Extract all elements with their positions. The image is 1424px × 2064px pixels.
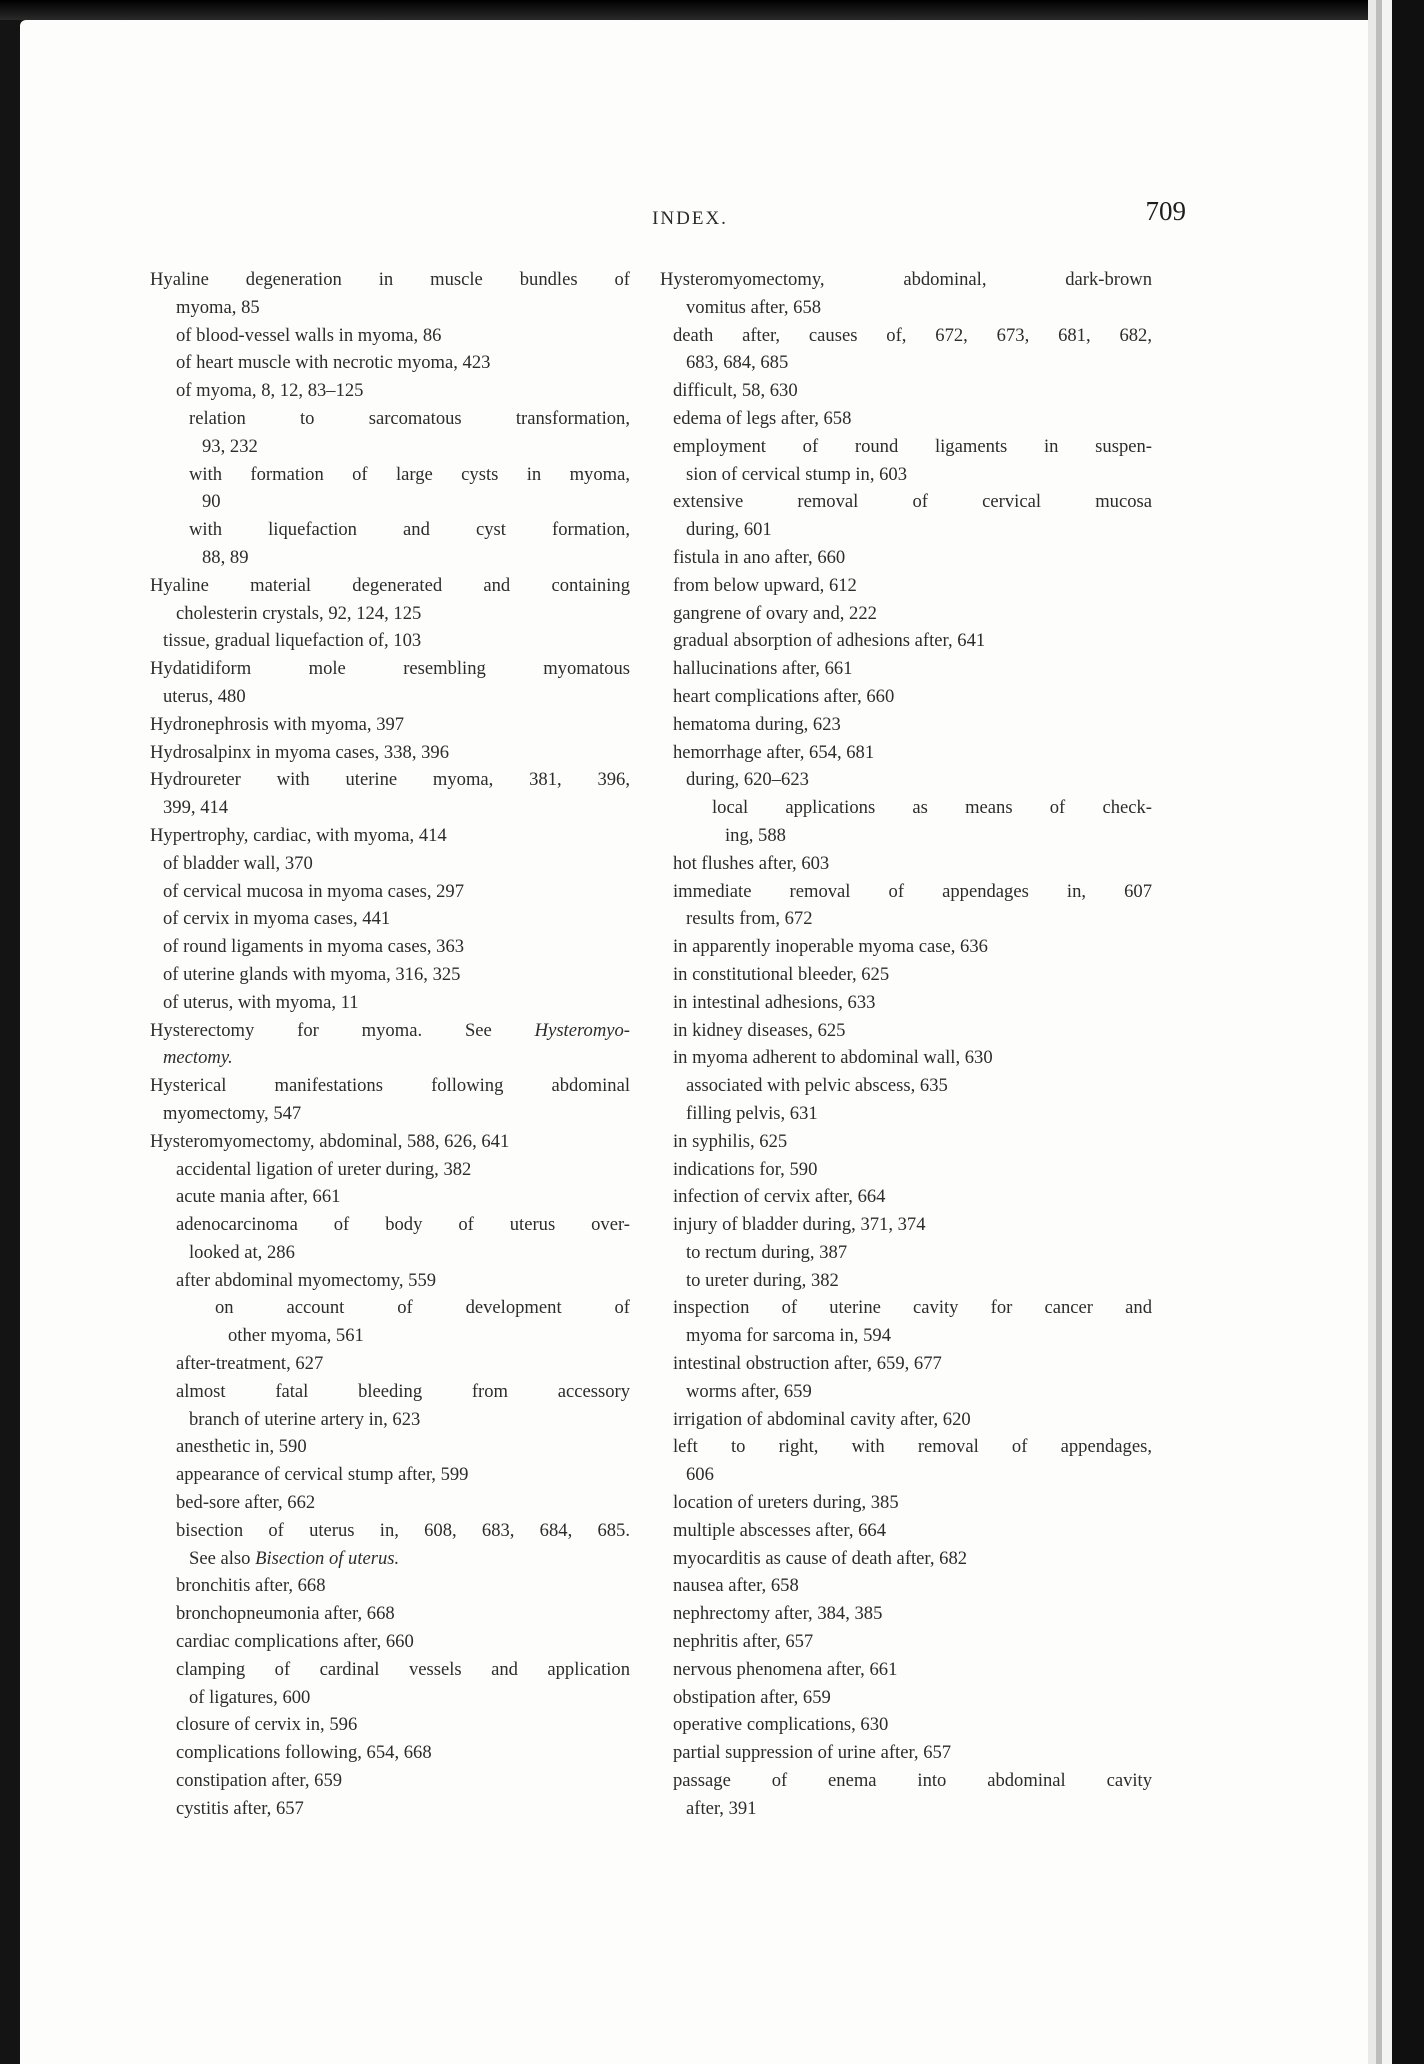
index-entry: [150, 1517, 630, 1545]
index-entry-text: edema of legs after, 658: [673, 407, 852, 429]
index-entry: [660, 600, 1152, 628]
index-entry: [660, 1183, 1152, 1211]
index-entry: [660, 322, 1152, 350]
index-entry-text: branch of uterine artery in, 623: [189, 1408, 421, 1430]
index-entry: [660, 822, 1152, 850]
index-entry-text: gangrene of ovary and, 222: [673, 602, 877, 624]
index-entry: [150, 1239, 630, 1267]
index-entry-text: partial suppression of urine after, 657: [673, 1742, 952, 1764]
index-entry: [150, 266, 630, 294]
index-entry-text: from below upward, 612: [673, 574, 857, 596]
index-entry: [150, 627, 630, 655]
index-entry: [150, 1322, 630, 1350]
index-entry: [660, 1795, 1152, 1823]
index-entry-text: of uterus, with myoma, 11: [163, 991, 359, 1013]
index-entry: [660, 1322, 1152, 1350]
index-entry: [660, 1572, 1152, 1600]
index-entry: [150, 1378, 630, 1406]
index-entry-text: gradual absorption of adhesions after, 641: [673, 630, 986, 652]
index-entry-text: bed-sore after, 662: [176, 1492, 316, 1514]
index-entry: [150, 794, 630, 822]
index-entry: [660, 766, 1152, 794]
index-entry: [660, 572, 1152, 600]
index-entry: [150, 655, 630, 683]
index-entry: [150, 739, 630, 767]
index-entry-text: other myoma, 561: [228, 1325, 364, 1347]
index-entry: [150, 600, 630, 628]
index-entry: [150, 822, 630, 850]
index-entry-text: bronchitis after, 668: [176, 1575, 326, 1597]
index-entry: [150, 1684, 630, 1712]
index-entry: [660, 1350, 1152, 1378]
index-entry: [150, 1628, 630, 1656]
index-entry-text: 88, 89: [202, 546, 249, 568]
index-entry-text: anesthetic in, 590: [176, 1436, 307, 1458]
index-entry: [660, 989, 1152, 1017]
index-entry: [150, 1739, 630, 1767]
index-entry: [150, 322, 630, 350]
index-entry: [660, 1684, 1152, 1712]
page-number: 709: [1145, 196, 1186, 226]
index-entry-text: looked at, 286: [189, 1241, 295, 1263]
index-entry: [660, 266, 1152, 294]
index-entry: [150, 1795, 630, 1823]
index-entry: [150, 1600, 630, 1628]
index-entry-text: Hysteromyomectomy, abdominal, dark-brown: [660, 269, 1152, 290]
index-entry-text: of uterine glands with myoma, 316, 325: [163, 963, 461, 985]
index-entry-text: nausea after, 658: [673, 1575, 799, 1597]
index-entry: [660, 1711, 1152, 1739]
index-entry-text: with liquefaction and cyst formation,: [189, 519, 630, 541]
index-entry-text: closure of cervix in, 596: [176, 1714, 358, 1736]
index-entry: [150, 933, 630, 961]
index-entry: [660, 1072, 1152, 1100]
index-entry-text: after-treatment, 627: [176, 1353, 324, 1375]
index-entry-text: to rectum during, 387: [686, 1241, 848, 1263]
index-entry-text: of cervical mucosa in myoma cases, 297: [163, 880, 465, 902]
index-entry: [660, 933, 1152, 961]
index-entry: [660, 711, 1152, 739]
index-entry-text: myocarditis as cause of death after, 682: [673, 1547, 968, 1569]
index-entry-text: worms after, 659: [686, 1380, 812, 1402]
index-entry-text: acute mania after, 661: [176, 1186, 341, 1208]
index-entry-text: on account of development of: [215, 1297, 630, 1319]
index-entry-text: of heart muscle with necrotic myoma, 423: [176, 352, 491, 374]
index-entry-text: nervous phenomena after, 661: [673, 1658, 898, 1680]
index-entry-text: inspection of uterine cavity for cancer and: [673, 1297, 1152, 1319]
index-entry: [660, 461, 1152, 489]
index-entry-text: to ureter during, 382: [686, 1269, 839, 1291]
index-entry-text: of bladder wall, 370: [163, 852, 313, 874]
scan-right-border: [1392, 0, 1424, 2064]
index-entry-text: in intestinal adhesions, 633: [673, 991, 876, 1013]
index-column-left: [150, 266, 630, 1823]
index-entry: [150, 1128, 630, 1156]
index-entry-text: immediate removal of appendages in, 607: [673, 880, 1152, 902]
index-entry-text: nephrectomy after, 384, 385: [673, 1603, 883, 1625]
index-entry: [660, 1294, 1152, 1322]
index-entry-text: after abdominal myomectomy, 559: [176, 1269, 437, 1291]
index-entry-text: obstipation after, 659: [673, 1686, 831, 1708]
index-entry: [150, 1406, 630, 1434]
index-entry: [150, 766, 630, 794]
index-entry: [150, 1156, 630, 1184]
index-entry: [660, 294, 1152, 322]
index-entry-text: 606: [686, 1464, 714, 1486]
page-edge-outer: [1382, 0, 1392, 2064]
index-entry-text: 93, 232: [202, 435, 258, 457]
index-entry: [660, 739, 1152, 767]
index-entry: [150, 961, 630, 989]
index-entry: [150, 989, 630, 1017]
index-entry: [150, 850, 630, 878]
index-entry: [660, 794, 1152, 822]
index-entry: [150, 1100, 630, 1128]
index-entry: [150, 711, 630, 739]
index-entry-text: hemorrhage after, 654, 681: [673, 741, 875, 763]
index-entry-text: operative complications, 630: [673, 1714, 889, 1736]
index-entry: [660, 1517, 1152, 1545]
index-entry-text: after, 391: [686, 1797, 757, 1819]
index-entry: [150, 1350, 630, 1378]
index-entry: [660, 627, 1152, 655]
index-entry-text: left to right, with removal of appendages,: [673, 1436, 1152, 1458]
index-entry-text: multiple abscesses after, 664: [673, 1519, 887, 1541]
index-entry: [660, 405, 1152, 433]
index-entry: [150, 1767, 630, 1795]
index-entry: [660, 349, 1152, 377]
index-entry-text: associated with pelvic abscess, 635: [686, 1075, 948, 1097]
index-entry-text: Hysteromyomectomy, abdominal, 588, 626, 641: [150, 1130, 510, 1152]
index-entry-text: in myoma adherent to abdominal wall, 630: [673, 1047, 993, 1069]
index-entry-text: ing, 588: [725, 824, 786, 846]
index-entry-text: of myoma, 8, 12, 83–125: [176, 380, 364, 402]
index-entry: [660, 544, 1152, 572]
index-entry: [660, 1128, 1152, 1156]
index-entry: [150, 1267, 630, 1295]
index-entry-text: uterus, 480: [163, 685, 246, 707]
index-entry-text: of ligatures, 600: [189, 1686, 311, 1708]
index-entry: [150, 1461, 630, 1489]
index-entry: [660, 1461, 1152, 1489]
index-entry: [150, 905, 630, 933]
index-entry-text: hallucinations after, 661: [673, 658, 853, 680]
index-entry-text: in syphilis, 625: [673, 1130, 788, 1152]
index-entry: [660, 1044, 1152, 1072]
index-entry-text: Hysterectomy for myoma. See: [150, 1019, 535, 1041]
index-entry-text: difficult, 58, 630: [673, 380, 798, 402]
index-entry-text: during, 620–623: [686, 769, 809, 791]
index-entry: [660, 1239, 1152, 1267]
index-entry-text: vomitus after, 658: [686, 296, 822, 318]
index-entry: [150, 1044, 630, 1072]
index-entry-text: location of ureters during, 385: [673, 1492, 899, 1514]
index-entry: [660, 655, 1152, 683]
index-entry: [660, 850, 1152, 878]
index-entry-text: Hyaline material degenerated and containing: [150, 574, 630, 596]
index-entry-text: of round ligaments in myoma cases, 363: [163, 936, 465, 958]
index-entry: [660, 1739, 1152, 1767]
index-entry: [660, 878, 1152, 906]
index-entry-text: employment of round ligaments in suspen-: [673, 435, 1152, 457]
index-entry: [660, 1489, 1152, 1517]
index-entry-text: clamping of cardinal vessels and application: [176, 1658, 630, 1680]
index-entry-text: Hydronephrosis with myoma, 397: [150, 713, 405, 735]
index-entry-text: myomectomy, 547: [163, 1102, 302, 1124]
index-entry: [660, 1100, 1152, 1128]
index-entry-text: passage of enema into abdominal cavity: [673, 1770, 1152, 1792]
index-entry-text: bisection of uterus in, 608, 683, 684, 685.: [176, 1519, 630, 1541]
index-entry-text: accidental ligation of ureter during, 382: [176, 1158, 472, 1180]
index-entry-text: with formation of large cysts in myoma,: [189, 463, 630, 485]
index-entry-text: hematoma during, 623: [673, 713, 841, 735]
index-entry-text: appearance of cervical stump after, 599: [176, 1464, 469, 1486]
index-entry-text: Hypertrophy, cardiac, with myoma, 414: [150, 824, 447, 846]
index-entry: [150, 572, 630, 600]
index-entry-text: cystitis after, 657: [176, 1797, 304, 1819]
index-entry: [150, 488, 630, 516]
index-entry: [150, 461, 630, 489]
index-entry: [150, 1433, 630, 1461]
index-entry-text: adenocarcinoma of body of uterus over-: [176, 1214, 630, 1236]
index-entry-text: See also: [189, 1547, 256, 1569]
index-entry: [150, 1017, 630, 1045]
index-entry-text: 683, 684, 685: [686, 352, 789, 374]
index-entry-text: in apparently inoperable myoma case, 636: [673, 936, 988, 958]
index-entry: [660, 1017, 1152, 1045]
index-entry: [660, 1211, 1152, 1239]
index-entry-text: fistula in ano after, 660: [673, 546, 846, 568]
index-entry: [150, 294, 630, 322]
index-column-right: [660, 266, 1152, 1823]
index-entry-text: irrigation of abdominal cavity after, 620: [673, 1408, 971, 1430]
index-entry: [660, 1406, 1152, 1434]
index-entry-text: Hydroureter with uterine myoma, 381, 396,: [150, 769, 630, 791]
index-entry: [150, 544, 630, 572]
index-entry: [150, 349, 630, 377]
index-entry-text: cholesterin crystals, 92, 124, 125: [176, 602, 422, 624]
index-entry-text: infection of cervix after, 664: [673, 1186, 886, 1208]
index-entry: [150, 1711, 630, 1739]
index-entry: [660, 1433, 1152, 1461]
page-edge: [1368, 0, 1376, 2064]
index-entry-text: during, 601: [686, 519, 772, 541]
index-entry-text: myoma for sarcoma in, 594: [686, 1325, 891, 1347]
index-entry: [150, 1545, 630, 1573]
index-entry: [150, 1211, 630, 1239]
index-entry-text: local applications as means of check-: [712, 797, 1152, 819]
index-entry-text: extensive removal of cervical mucosa: [673, 491, 1152, 513]
index-entry-text: Hyaline degeneration in muscle bundles of: [150, 269, 630, 290]
index-entry: [150, 405, 630, 433]
index-entry-text: death after, causes of, 672, 673, 681, 682,: [673, 324, 1152, 346]
index-entry: [150, 377, 630, 405]
index-entry-text: 90: [202, 491, 221, 513]
index-entry: [660, 905, 1152, 933]
index-entry-text: filling pelvis, 631: [686, 1102, 818, 1124]
index-entry: [150, 878, 630, 906]
index-entry: [150, 1656, 630, 1684]
index-entry: [660, 433, 1152, 461]
index-entry-text: relation to sarcomatous transformation,: [189, 407, 630, 429]
index-entry: [660, 516, 1152, 544]
index-entry-text: bronchopneumonia after, 668: [176, 1603, 395, 1625]
index-entry-text: indications for, 590: [673, 1158, 818, 1180]
index-entry-text: complications following, 654, 668: [176, 1742, 432, 1764]
index-entry: [660, 1628, 1152, 1656]
index-entry: [660, 1600, 1152, 1628]
index-entry: [660, 1545, 1152, 1573]
index-entry-text: almost fatal bleeding from accessory: [176, 1380, 630, 1402]
index-entry: [150, 683, 630, 711]
index-entry: [150, 1489, 630, 1517]
index-entry-text: results from, 672: [686, 908, 813, 930]
index-entry: [660, 1378, 1152, 1406]
index-entry-text: Hysterical manifestations following abdominal: [150, 1075, 630, 1097]
index-entry-text: 399, 414: [163, 797, 229, 819]
index-entry: [660, 488, 1152, 516]
index-entry-italic: Bisection of uterus.: [255, 1547, 400, 1569]
index-entry: [660, 961, 1152, 989]
index-entry-text: sion of cervical stump in, 603: [686, 463, 908, 485]
index-entry-text: in constitutional bleeder, 625: [673, 963, 890, 985]
index-entry: [660, 1267, 1152, 1295]
index-entry-text: myoma, 85: [176, 296, 260, 318]
index-entry-text: nephritis after, 657: [673, 1631, 814, 1653]
index-entry-text: Hydrosalpinx in myoma cases, 338, 396: [150, 741, 450, 763]
index-entry-text: tissue, gradual liquefaction of, 103: [163, 630, 422, 652]
index-entry: [150, 433, 630, 461]
index-entry: [150, 1572, 630, 1600]
index-entry: [150, 1294, 630, 1322]
index-entry-text: intestinal obstruction after, 659, 677: [673, 1353, 942, 1375]
scan-top-border: [0, 0, 1424, 20]
index-entry: [660, 1656, 1152, 1684]
index-entry: [150, 516, 630, 544]
index-entry-text: in kidney diseases, 625: [673, 1019, 846, 1041]
index-entry-italic: mectomy.: [163, 1047, 233, 1069]
index-entry-text: of blood-vessel walls in myoma, 86: [176, 324, 442, 346]
index-entry-text: constipation after, 659: [176, 1770, 343, 1792]
index-entry-text: Hydatidiform mole resembling myomatous: [150, 658, 630, 680]
index-entry: [150, 1183, 630, 1211]
index-entry: [660, 683, 1152, 711]
running-title: INDEX.: [652, 208, 728, 229]
index-entry-text: injury of bladder during, 371, 374: [673, 1214, 926, 1236]
index-entry-text: cardiac complications after, 660: [176, 1631, 414, 1653]
index-entry: [150, 1072, 630, 1100]
index-entry: [660, 377, 1152, 405]
index-entry: [660, 1156, 1152, 1184]
index-entry-text: heart complications after, 660: [673, 685, 895, 707]
index-entry-italic: Hysteromyo-: [534, 1019, 630, 1041]
index-entry-text: hot flushes after, 603: [673, 852, 830, 874]
index-entry-text: of cervix in myoma cases, 441: [163, 908, 391, 930]
index-entry: [660, 1767, 1152, 1795]
